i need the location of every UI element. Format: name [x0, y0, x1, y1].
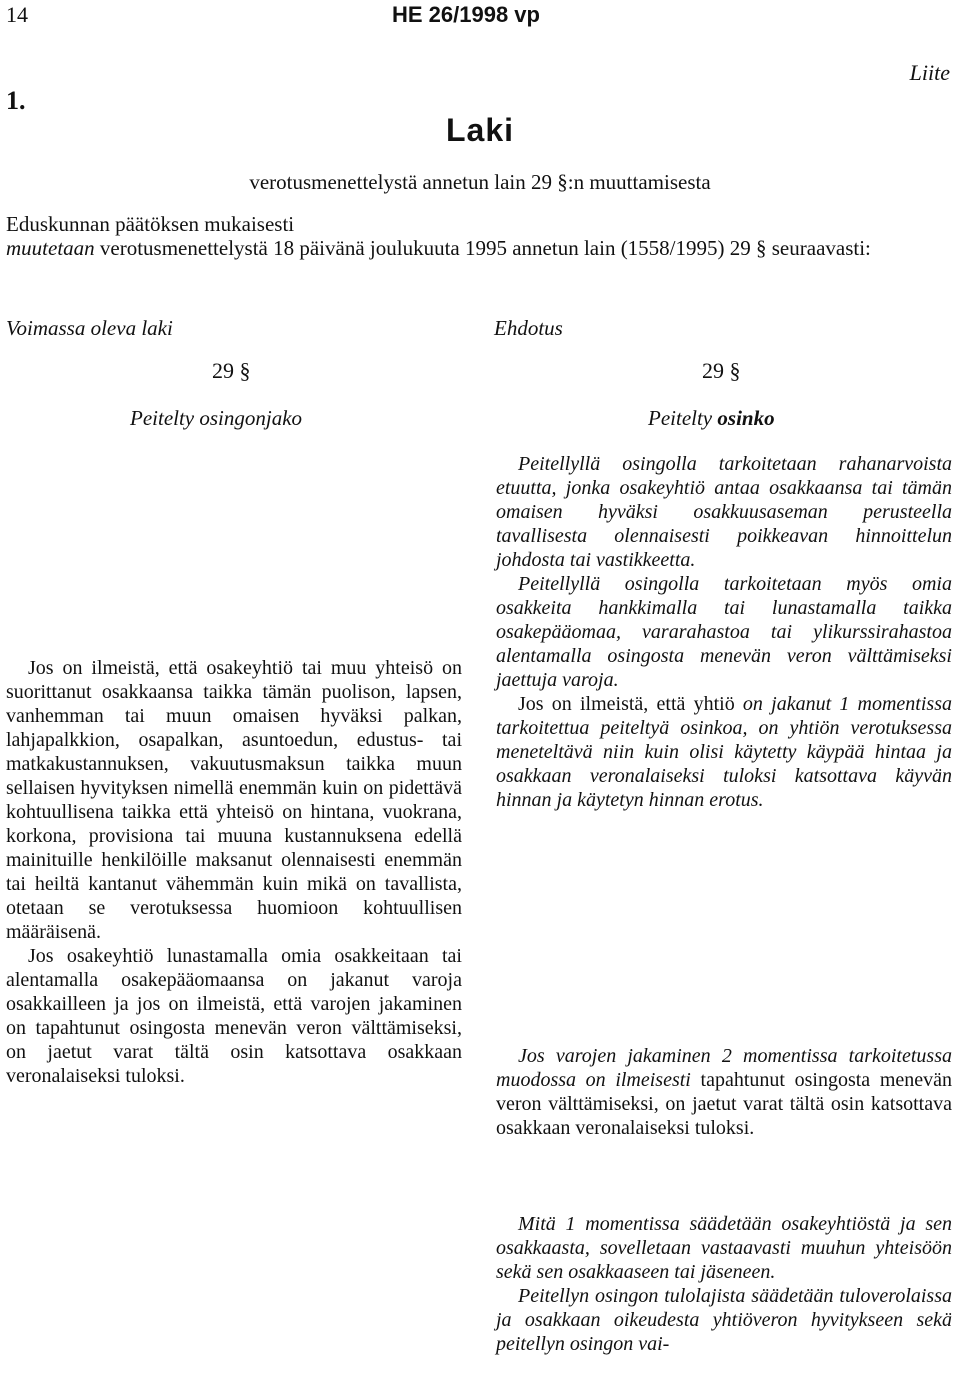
right-section-title — [648, 406, 775, 431]
right-paragraph-3-italic: on jakanut 1 momentissa tarkoitettua peiteltyä osinkoa, on yhtiön verotuksessa meneteltävä niin kuin olisi käytetty käypää hintaa ja osakkaan veronalaiseksi tuloksi katsottava käyvän hinnan ja käytetyn hinnan erotus. — [496, 693, 952, 811]
document-reference: HE 26/1998 vp — [392, 2, 540, 27]
right-paragraph-5: Mitä 1 momentissa säädetään osakeyhtiöstä ja sen osakkaasta, sovelletaan vastaavasti muuhun yhteisöön sekä sen osakkaaseen tai jäseneen. — [496, 1213, 952, 1283]
proposal-text-block-1 — [496, 452, 952, 812]
right-section-title-part-a: Peitelty — [648, 406, 718, 430]
right-section-title-part-b: osinko — [717, 406, 775, 430]
right-paragraph-4-italic: Jos varojen jakaminen 2 momentissa tarkoitetussa muodossa on ilmeisesti — [496, 1045, 952, 1091]
page-number: 14 — [6, 2, 28, 27]
left-section-number: 29 § — [212, 358, 251, 383]
preamble-line-2 — [6, 236, 956, 260]
proposal-text-block-2 — [496, 1044, 952, 1140]
right-paragraph-3 — [496, 692, 952, 812]
right-paragraph-6: Peitellyn osingon tulolajista säädetään tuloverolaissa ja osakkaan oikeudesta yhtiöveron hyvitykseen sekä peitellyn osingon vai- — [496, 1285, 952, 1355]
right-paragraph-4-normal: tapahtunut osingosta menevän veron välttämiseksi, on jaetut varat tältä osin katsottava osakkaan veronalaiseksi tuloksi. — [496, 1069, 953, 1139]
left-paragraph-2: Jos osakeyhtiö lunastamalla omia osakkeitaan tai alentamalla osakepääomaansa on jakanut varoja osakkailleen ja jos on ilmeistä, että varojen jakaminen on tapahtunut osingosta menevän veron välttämiseksi, on jaetut varat tältä osin katsottava osakkaan veronalaiseksi tuloksi. — [6, 945, 462, 1087]
right-paragraph-2: Peitellyllä osingolla tarkoitetaan myös omia osakkeita hankkimalla tai lunastamalla taikka osakepääomaa, vararahastoa tai ylikurssirahastoa alentamalla osingosta menevän veron välttämiseksi jaettuja varoja. — [496, 573, 952, 691]
current-law-heading: Voimassa oleva laki — [6, 316, 173, 340]
left-paragraph-1: Jos on ilmeistä, että osakeyhtiö tai muu yhteisö on suorittanut osakkaansa taikka tämän puolison, lapsen, vanhemman tai muun omaisen hyväksi palkan, lahjapalkkion, osapalkan, asuntoedun, edustus- tai matkakustannuksen, vakuutusmaksun taikka muun sellaisen hyvityksen nimellä enemmän kuin on pidettävä kohtuullisena taikka että yhteisö on hintana, vuokrana, korkona, provisiona tai muuna kustannuksena edellä mainituille henkilöille maksanut olennaisesti enemmän tai heiltä kantanut vähemmän kuin mikä on tavallista, otetaan se verotuksessa huomioon kohtuullisen määräisenä. — [6, 657, 462, 943]
right-section-number: 29 § — [702, 358, 741, 383]
preamble-keyword: muutetaan — [6, 236, 95, 260]
current-law-text — [6, 656, 462, 1088]
appendix-label: Liite — [909, 60, 950, 85]
right-paragraph-4 — [496, 1044, 952, 1140]
left-section-title: Peitelty osingonjako — [130, 406, 303, 430]
law-subtitle: verotusmenettelystä annetun lain 29 §:n muuttamisesta — [249, 170, 711, 194]
preamble — [6, 212, 956, 260]
section-number: 1. — [6, 86, 26, 115]
preamble-line-1: Eduskunnan päätöksen mukaisesti — [6, 212, 295, 236]
right-paragraph-1: Peitellyllä osingolla tarkoitetaan rahanarvoista etuutta, jonka osakeyhtiö antaa osakkaansa tai tämän omaisen hyväksi osakkuusaseman perusteella tavallisesta olennaisesti poikkeavan hinnoittelun johdosta tai vastikkeetta. — [496, 453, 952, 571]
right-paragraph-3-normal: Jos on ilmeistä, että yhtiö — [518, 693, 743, 715]
proposal-text-block-3 — [496, 1212, 952, 1356]
proposal-heading: Ehdotus — [494, 316, 563, 340]
preamble-text: verotusmenettelystä 18 päivänä joulukuuta 1995 annetun lain (1558/1995) 29 § seuraavasti: — [94, 236, 871, 260]
law-title: Laki — [445, 112, 515, 148]
